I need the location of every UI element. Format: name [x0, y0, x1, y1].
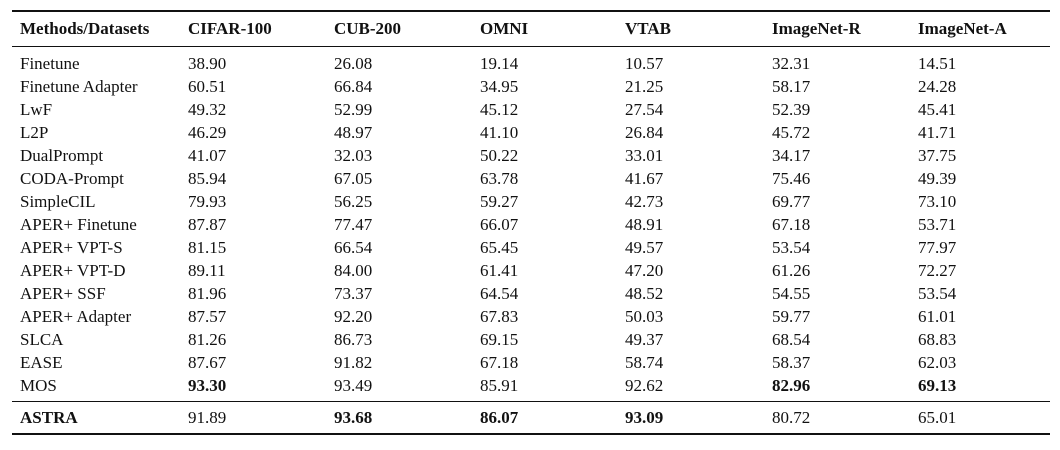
- table-final-section: [12, 402, 1050, 435]
- table-row: [12, 167, 1050, 190]
- value-cell: 93.49: [334, 375, 373, 395]
- table-row: [12, 98, 1050, 121]
- results-table-container: [12, 10, 1050, 435]
- value-cell: 67.18: [772, 214, 811, 234]
- value-cell: 84.00: [334, 260, 373, 280]
- value-cell: 26.08: [334, 53, 373, 73]
- value-cell: 32.31: [772, 53, 811, 73]
- value-cell: 49.37: [625, 329, 664, 349]
- value-cell: 81.96: [188, 283, 227, 303]
- value-cell: 64.54: [480, 283, 519, 303]
- value-cell: 89.11: [188, 260, 226, 280]
- value-cell: 34.95: [480, 76, 519, 96]
- value-cell: 77.47: [334, 214, 373, 234]
- value-cell: 75.46: [772, 168, 811, 188]
- value-cell: 66.54: [334, 237, 373, 257]
- value-cell: 92.62: [625, 375, 664, 395]
- value-cell: 49.57: [625, 237, 664, 257]
- value-cell: 50.03: [625, 306, 664, 326]
- value-cell: 19.14: [480, 53, 519, 73]
- method-cell: LwF: [20, 99, 53, 119]
- value-cell: 61.26: [772, 260, 811, 280]
- value-cell: 24.28: [918, 76, 957, 96]
- value-cell: 66.84: [334, 76, 373, 96]
- value-cell: 56.25: [334, 191, 373, 211]
- method-cell: APER+ Adapter: [20, 306, 132, 326]
- value-cell: 69.13: [918, 375, 957, 395]
- value-cell: 62.03: [918, 352, 957, 372]
- method-cell: APER+ VPT-S: [20, 237, 123, 257]
- results-table: [12, 10, 1050, 435]
- header-imagenet-a: ImageNet-A: [918, 19, 1007, 38]
- value-cell: 79.93: [188, 191, 227, 211]
- value-cell: 81.15: [188, 237, 227, 257]
- table-row: [12, 190, 1050, 213]
- value-cell: 34.17: [772, 145, 811, 165]
- table-row: [12, 75, 1050, 98]
- table-row: [12, 47, 1050, 76]
- value-cell: 41.10: [480, 122, 519, 142]
- method-cell: EASE: [20, 352, 63, 372]
- value-cell: 45.41: [918, 99, 957, 119]
- value-cell: 66.07: [480, 214, 519, 234]
- value-cell: 54.55: [772, 283, 811, 303]
- value-cell: 21.25: [625, 76, 664, 96]
- value-cell: 65.01: [918, 407, 957, 427]
- method-cell: L2P: [20, 122, 49, 142]
- value-cell: 77.97: [918, 237, 957, 257]
- value-cell: 80.72: [772, 407, 811, 427]
- value-cell: 26.84: [625, 122, 664, 142]
- value-cell: 85.91: [480, 375, 519, 395]
- value-cell: 87.87: [188, 214, 227, 234]
- method-cell: CODA-Prompt: [20, 168, 124, 188]
- method-cell: ASTRA: [20, 407, 78, 427]
- value-cell: 93.30: [188, 375, 227, 395]
- value-cell: 72.27: [918, 260, 957, 280]
- value-cell: 14.51: [918, 53, 957, 73]
- value-cell: 63.78: [480, 168, 519, 188]
- value-cell: 45.12: [480, 99, 519, 119]
- value-cell: 87.57: [188, 306, 227, 326]
- value-cell: 49.39: [918, 168, 957, 188]
- value-cell: 65.45: [480, 237, 519, 257]
- table-row: [12, 351, 1050, 374]
- method-cell: SLCA: [20, 329, 64, 349]
- value-cell: 53.54: [772, 237, 811, 257]
- table-row: [12, 282, 1050, 305]
- value-cell: 93.68: [334, 407, 373, 427]
- value-cell: 33.01: [625, 145, 664, 165]
- header-methods: Methods/Datasets: [20, 19, 150, 38]
- header-omni: OMNI: [480, 19, 529, 38]
- value-cell: 86.07: [480, 407, 519, 427]
- method-cell: APER+ VPT-D: [20, 260, 126, 280]
- value-cell: 49.32: [188, 99, 227, 119]
- value-cell: 93.09: [625, 407, 664, 427]
- table-row: [12, 213, 1050, 236]
- value-cell: 37.75: [918, 145, 957, 165]
- value-cell: 69.15: [480, 329, 519, 349]
- value-cell: 82.96: [772, 375, 811, 395]
- value-cell: 48.52: [625, 283, 664, 303]
- value-cell: 53.54: [918, 283, 957, 303]
- value-cell: 58.17: [772, 76, 811, 96]
- value-cell: 58.74: [625, 352, 664, 372]
- value-cell: 10.57: [625, 53, 664, 73]
- value-cell: 69.77: [772, 191, 811, 211]
- value-cell: 73.37: [334, 283, 373, 303]
- value-cell: 68.83: [918, 329, 957, 349]
- value-cell: 42.73: [625, 191, 664, 211]
- value-cell: 60.51: [188, 76, 227, 96]
- method-cell: DualPrompt: [20, 145, 104, 165]
- method-cell: MOS: [20, 375, 57, 395]
- value-cell: 38.90: [188, 53, 227, 73]
- table-row: [12, 236, 1050, 259]
- value-cell: 85.94: [188, 168, 227, 188]
- table-row: [12, 121, 1050, 144]
- value-cell: 41.71: [918, 122, 957, 142]
- header-cub200: CUB-200: [334, 19, 402, 38]
- value-cell: 58.37: [772, 352, 811, 372]
- value-cell: 45.72: [772, 122, 811, 142]
- value-cell: 47.20: [625, 260, 664, 280]
- value-cell: 52.99: [334, 99, 373, 119]
- method-cell: APER+ SSF: [20, 283, 106, 303]
- value-cell: 73.10: [918, 191, 957, 211]
- value-cell: 41.67: [625, 168, 664, 188]
- value-cell: 61.01: [918, 306, 957, 326]
- value-cell: 91.82: [334, 352, 373, 372]
- value-cell: 50.22: [480, 145, 519, 165]
- value-cell: 27.54: [625, 99, 664, 119]
- value-cell: 67.83: [480, 306, 519, 326]
- header-row: [12, 11, 1050, 47]
- header-cifar100: CIFAR-100: [188, 19, 272, 38]
- value-cell: 53.71: [918, 214, 957, 234]
- table-row: [12, 144, 1050, 167]
- value-cell: 86.73: [334, 329, 373, 349]
- table-row: [12, 328, 1050, 351]
- table-body: [12, 47, 1050, 402]
- table-row-final: [12, 402, 1050, 435]
- value-cell: 61.41: [480, 260, 519, 280]
- value-cell: 32.03: [334, 145, 373, 165]
- method-cell: Finetune Adapter: [20, 76, 138, 96]
- value-cell: 48.91: [625, 214, 664, 234]
- header-imagenet-r: ImageNet-R: [772, 19, 861, 38]
- value-cell: 81.26: [188, 329, 227, 349]
- value-cell: 67.18: [480, 352, 519, 372]
- table-row: [12, 305, 1050, 328]
- table-row: [12, 259, 1050, 282]
- value-cell: 68.54: [772, 329, 811, 349]
- table-row: [12, 374, 1050, 402]
- header-vtab: VTAB: [625, 19, 671, 38]
- value-cell: 87.67: [188, 352, 227, 372]
- method-cell: SimpleCIL: [20, 191, 96, 211]
- value-cell: 52.39: [772, 99, 811, 119]
- method-cell: Finetune: [20, 53, 80, 73]
- value-cell: 41.07: [188, 145, 227, 165]
- value-cell: 92.20: [334, 306, 373, 326]
- value-cell: 59.27: [480, 191, 519, 211]
- value-cell: 59.77: [772, 306, 811, 326]
- value-cell: 91.89: [188, 407, 227, 427]
- value-cell: 67.05: [334, 168, 373, 188]
- value-cell: 48.97: [334, 122, 373, 142]
- method-cell: APER+ Finetune: [20, 214, 137, 234]
- value-cell: 46.29: [188, 122, 227, 142]
